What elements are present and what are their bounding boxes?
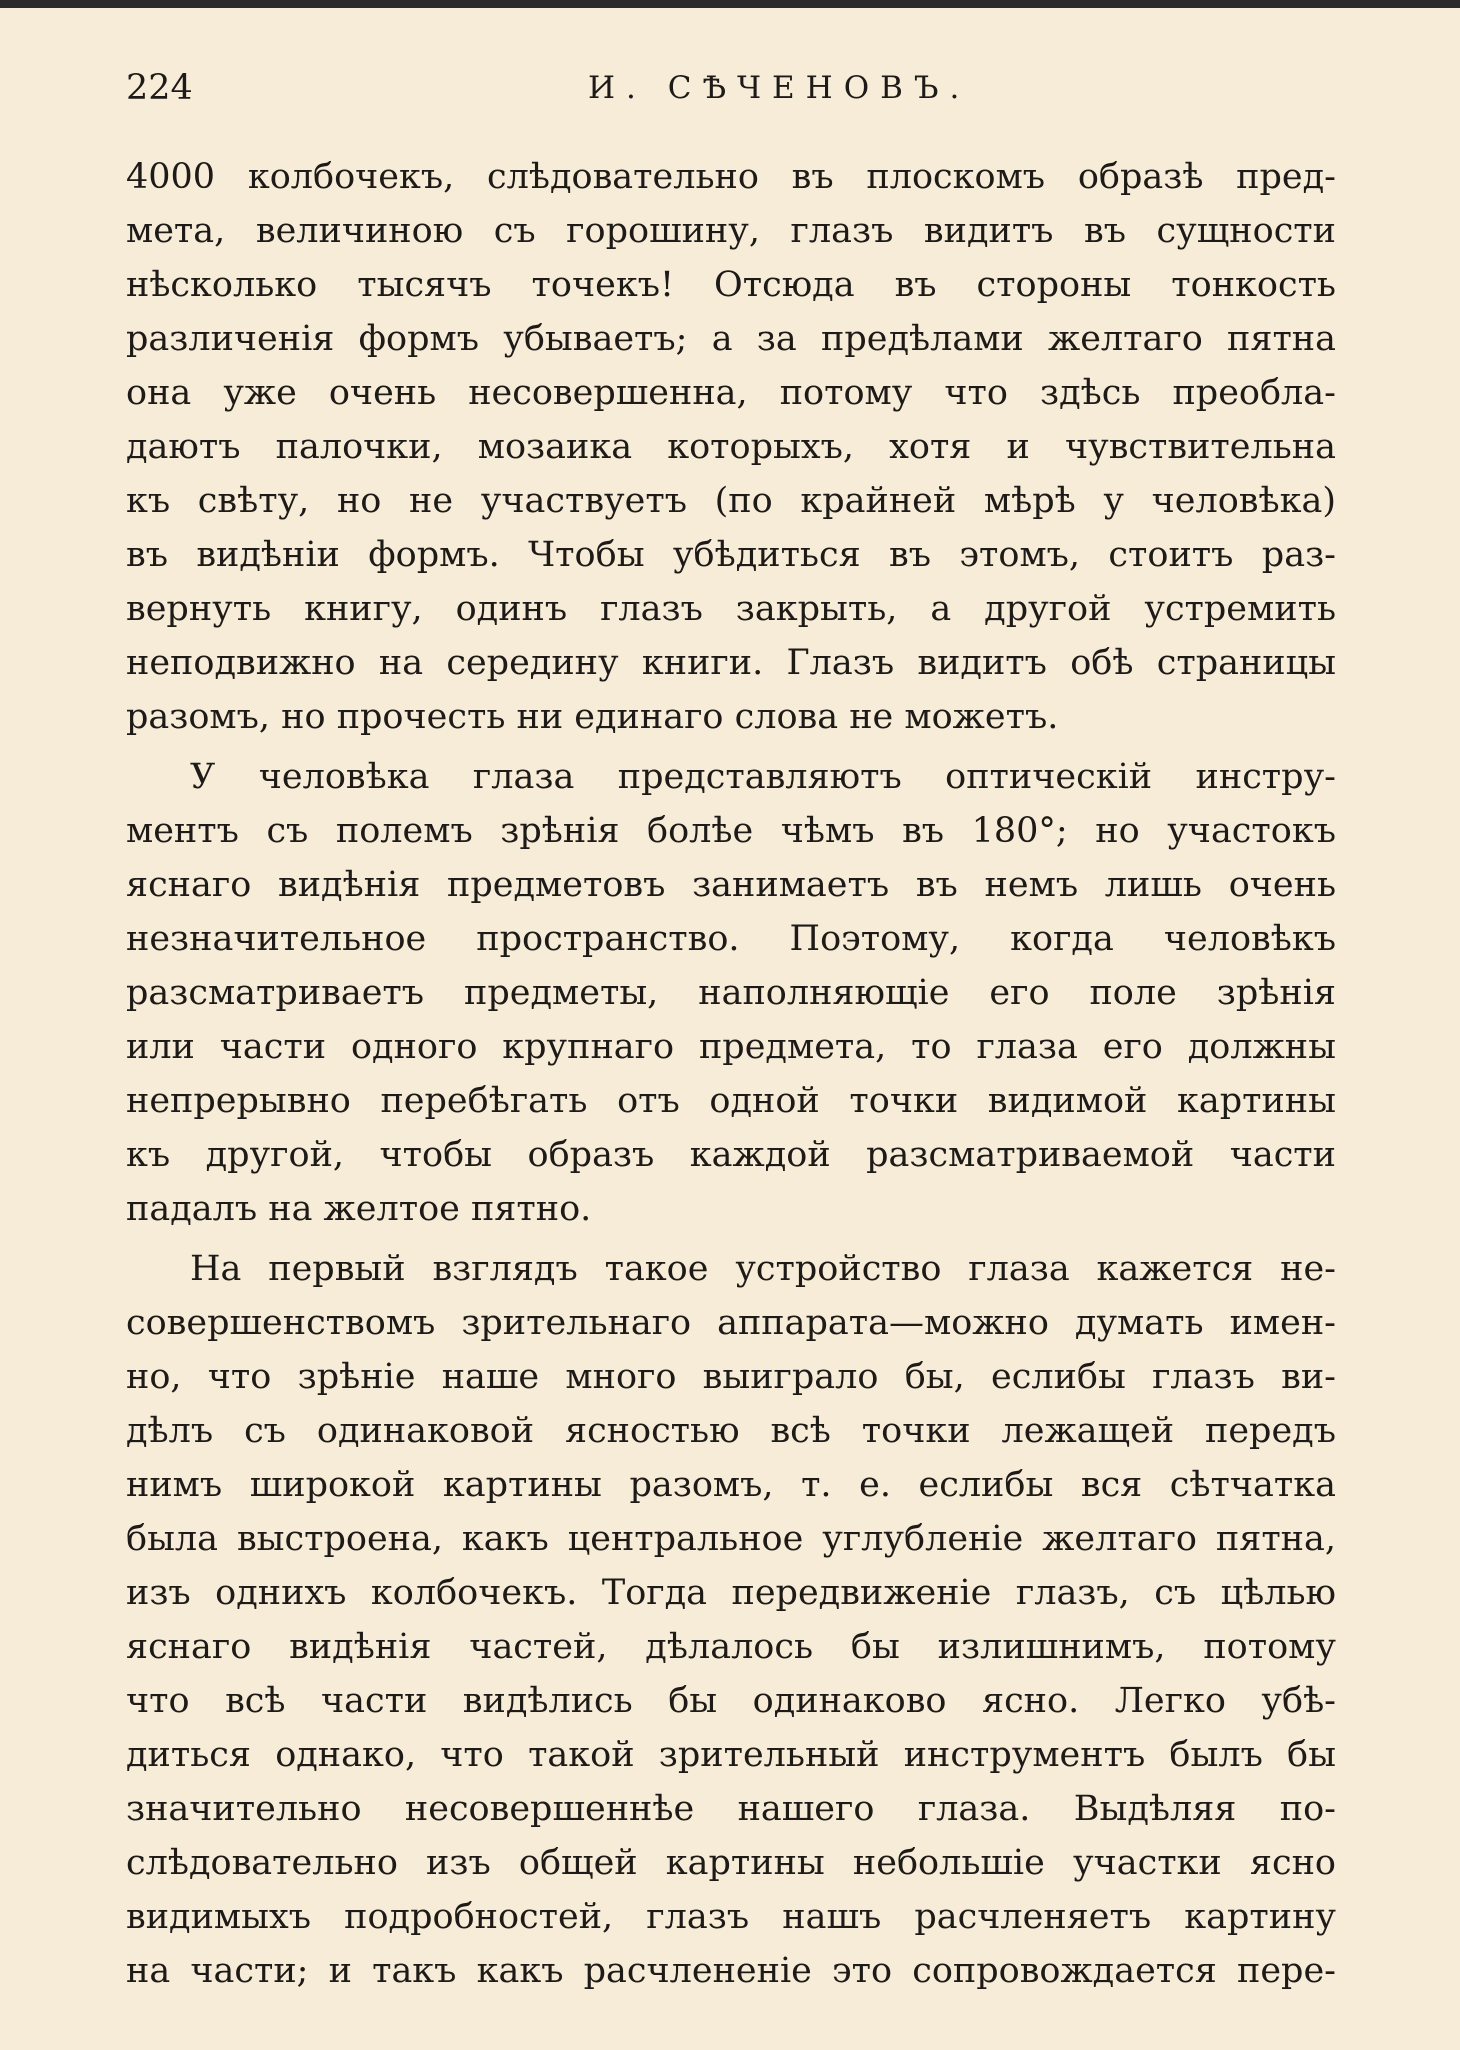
text-line: разсматриваетъ предметы, наполняющіе его поле зрѣнія	[126, 973, 1336, 1013]
text-line: яснаго видѣнія предметовъ занимаетъ въ немъ лишь очень	[126, 865, 1336, 905]
text-line: диться однако, что такой зрительный инструментъ былъ бы	[126, 1735, 1336, 1775]
text-line: или части одного крупнаго предмета, то глаза его должны	[126, 1027, 1336, 1067]
text-line: она уже очень несовершенна, потому что здѣсь преобла-	[126, 373, 1336, 413]
text-line: мета, величиною съ горошину, глазъ видитъ въ сущности	[126, 211, 1336, 251]
text-line: на части; и такъ какъ расчлененіе это сопровождается пере-	[126, 1951, 1336, 1991]
text-line: даютъ палочки, мозаика которыхъ, хотя и чувствительна	[126, 427, 1336, 467]
top-edge-rule	[0, 0, 1460, 8]
text-line: падалъ на желтое пятно.	[126, 1189, 592, 1229]
text-line: совершенствомъ зрительнаго аппарата—можно думать имен-	[126, 1303, 1336, 1343]
text-line: ментъ съ полемъ зрѣнія болѣе чѣмъ въ 180°; но участокъ	[126, 811, 1336, 851]
text-line: яснаго видѣнія частей, дѣлалось бы излишнимъ, потому	[126, 1627, 1336, 1667]
text-line: слѣдовательно изъ общей картины небольшіе участки ясно	[126, 1843, 1336, 1883]
text-line: видимыхъ подробностей, глазъ нашъ расчленяетъ картину	[126, 1897, 1336, 1937]
text-line: неподвижно на середину книги. Глазъ видитъ обѣ страницы	[126, 643, 1336, 683]
text-line: была выстроена, какъ центральное углубленіе желтаго пятна,	[126, 1519, 1336, 1559]
running-head: И. СѢЧЕНОВЪ.	[588, 70, 971, 106]
text-line: незначительное пространство. Поэтому, когда человѣкъ	[126, 919, 1336, 959]
body-text	[126, 150, 1336, 1998]
page-number: 224	[126, 68, 193, 108]
text-line: къ свѣту, но не участвуетъ (по крайней мѣрѣ у человѣка)	[126, 481, 1336, 521]
text-line: значительно несовершеннѣе нашего глаза. Выдѣляя по-	[126, 1789, 1336, 1829]
text-line: вернуть книгу, одинъ глазъ закрыть, а другой устремить	[126, 589, 1336, 629]
text-line: У человѣка глаза представляютъ оптическій инстру-	[190, 757, 1336, 797]
text-line: непрерывно перебѣгать отъ одной точки видимой картины	[126, 1081, 1336, 1121]
text-line: къ другой, чтобы образъ каждой разсматриваемой части	[126, 1135, 1336, 1175]
text-line: что всѣ части видѣлись бы одинаково ясно. Легко убѣ-	[126, 1681, 1336, 1721]
text-line: различенія формъ убываетъ; а за предѣлами желтаго пятна	[126, 319, 1336, 359]
text-line: изъ однихъ колбочекъ. Тогда передвиженіе глазъ, съ цѣлью	[126, 1573, 1336, 1613]
text-line: въ видѣніи формъ. Чтобы убѣдиться въ этомъ, стоитъ раз-	[126, 535, 1336, 575]
text-line: разомъ, но прочесть ни единаго слова не можетъ.	[126, 697, 1059, 737]
text-line: На первый взглядъ такое устройство глаза кажется не-	[190, 1249, 1336, 1289]
text-line: нимъ широкой картины разомъ, т. е. еслибы вся сѣтчатка	[126, 1465, 1336, 1505]
page-header	[126, 58, 1336, 118]
text-line: дѣлъ съ одинаковой ясностью всѣ точки лежащей передъ	[126, 1411, 1336, 1451]
text-line: нѣсколько тысячъ точекъ! Отсюда въ стороны тонкость	[126, 265, 1336, 305]
text-line: 4000 колбочекъ, слѣдовательно въ плоскомъ образѣ пред-	[126, 157, 1336, 197]
text-line: но, что зрѣніе наше много выиграло бы, еслибы глазъ ви-	[126, 1357, 1336, 1397]
